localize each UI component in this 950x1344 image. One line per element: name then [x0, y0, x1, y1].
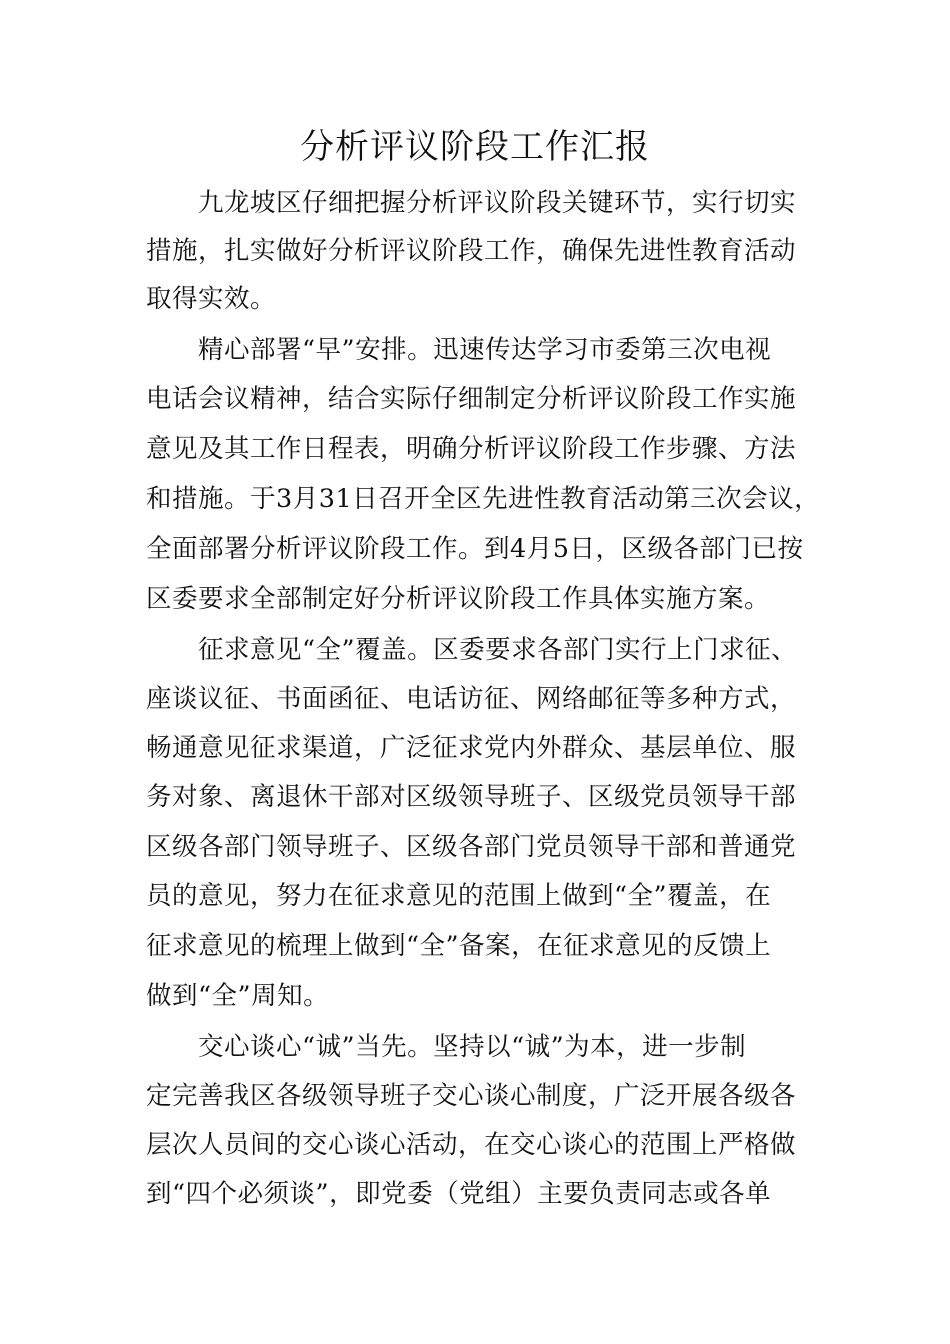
paragraph-2-line-1: 精心部署“早”安排。迅速传达学习市委第三次电视 [198, 335, 772, 365]
paragraph-2-line-4: 和措施。于3月31日召开全区先进性教育活动第三次会议， [146, 484, 821, 514]
paragraph-4-line-3: 层次人员间的交心谈心活动，在交心谈心的范围上严格做 [146, 1130, 797, 1160]
paragraph-3-line-2: 座谈议征、书面函征、电话访征、网络邮征等多种方式， [146, 684, 797, 714]
paragraph-3-line-3: 畅通意见征求渠道，广泛征求党内外群众、基层单位、服 [146, 733, 797, 763]
paragraph-3-line-5: 区级各部门领导班子、区级各部门党员领导干部和普通党 [146, 832, 797, 862]
document-title: 分析评议阶段工作汇报 [300, 127, 650, 167]
paragraph-3-line-1: 征求意见“全”覆盖。区委要求各部门实行上门求征、 [198, 635, 798, 665]
paragraph-3-line-7: 征求意见的梳理上做到“全”备案，在征求意见的反馈上 [146, 931, 772, 961]
paragraph-3-line-6: 员的意见，努力在征求意见的范围上做到“全”覆盖，在 [146, 881, 772, 911]
paragraph-1-line-2: 措施，扎实做好分析评议阶段工作，确保先进性教育活动 [146, 236, 797, 266]
paragraph-2-line-2: 电话会议精神，结合实际仔细制定分析评议阶段工作实施 [146, 384, 797, 414]
paragraph-4-line-4: 到“四个必须谈”，即党委（党组）主要负责同志或各单 [146, 1179, 772, 1209]
paragraph-2-line-5: 全面部署分析评议阶段工作。到4月5日，区级各部门已按 [146, 534, 804, 564]
paragraph-3-line-4: 务对象、离退休干部对区级领导班子、区级党员领导干部 [146, 782, 797, 812]
paragraph-2-line-6: 区委要求全部制定好分析评议阶段工作具体实施方案。 [146, 584, 771, 614]
paragraph-4-line-1: 交心谈心“诚”当先。坚持以“诚”为本，进一步制 [198, 1032, 747, 1062]
paragraph-4-line-2: 定完善我区各级领导班子交心谈心制度，广泛开展各级各 [146, 1081, 797, 1111]
paragraph-1-line-3: 取得实效。 [146, 284, 277, 314]
paragraph-3-line-8: 做到“全”周知。 [146, 981, 330, 1011]
paragraph-1-line-1: 九龙坡区仔细把握分析评议阶段关键环节，实行切实 [198, 188, 797, 218]
paragraph-2-line-3: 意见及其工作日程表，明确分析评议阶段工作步骤、方法 [146, 434, 797, 464]
